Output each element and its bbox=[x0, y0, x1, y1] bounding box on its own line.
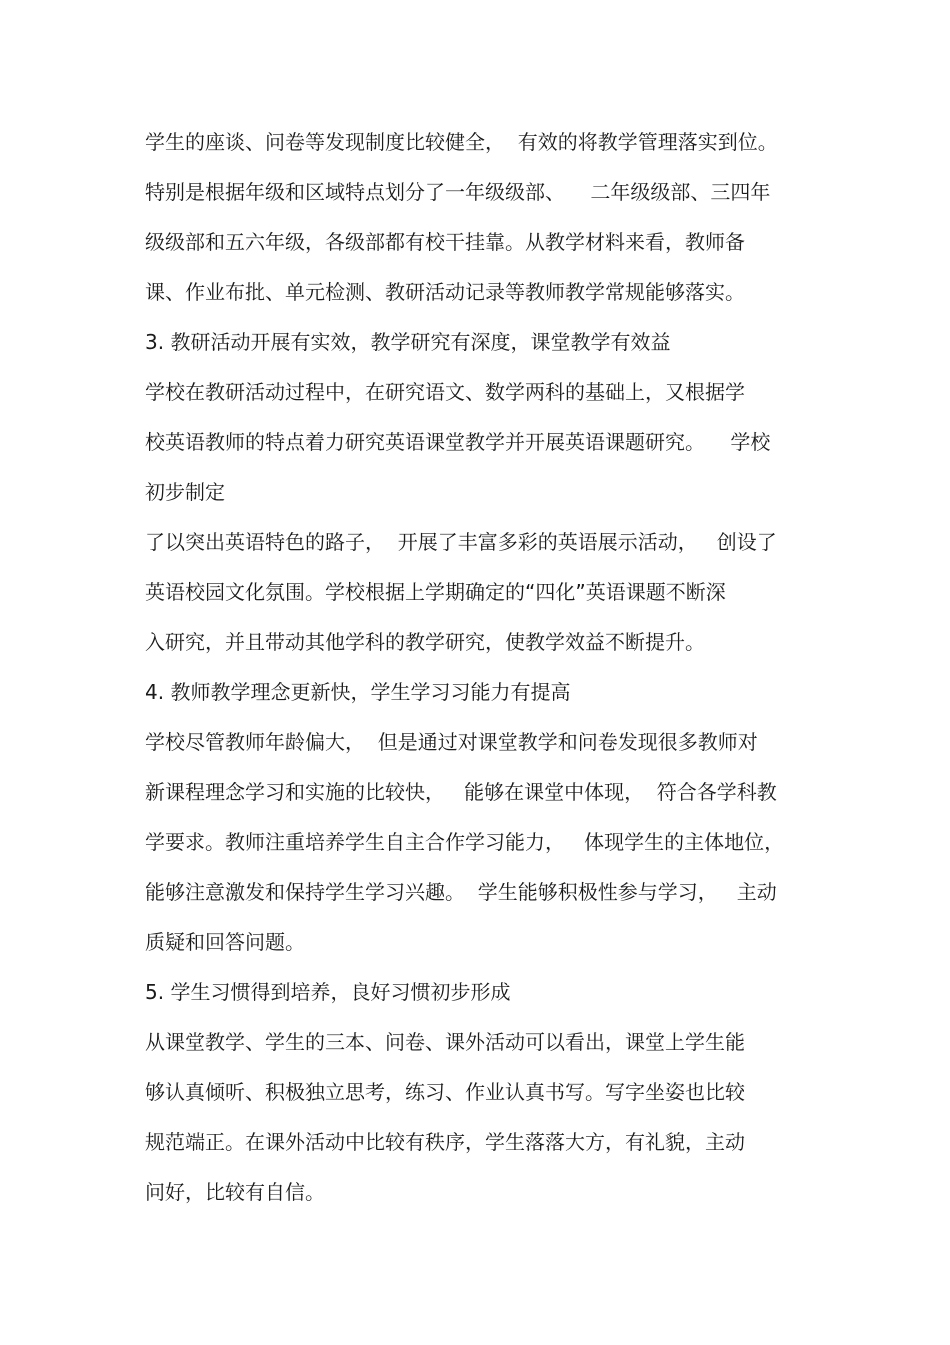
paragraph-line: 课、作业布批、单元检测、教研活动记录等教师教学常规能够落实。 bbox=[145, 280, 745, 304]
paragraph-line: 问好，比较有自信。 bbox=[145, 1180, 325, 1204]
section-heading-4: 4. 教师教学理念更新快，学生学习习能力有提高 bbox=[145, 680, 571, 704]
paragraph-line: 学校尽管教师年龄偏大， 但是通过对课堂教学和问卷发现很多教师对 bbox=[145, 730, 758, 754]
paragraph-line: 英语校园文化氛围。学校根据上学期确定的“四化”英语课题不断深 bbox=[145, 580, 726, 604]
paragraph-line: 校英语教师的特点着力研究英语课堂教学并开展英语课题研究。 学校 bbox=[145, 430, 771, 454]
paragraph-line: 规范端正。在课外活动中比较有秩序，学生落落大方，有礼貌，主动 bbox=[145, 1130, 745, 1154]
paragraph-line: 新课程理念学习和实施的比较快， 能够在课堂中体现， 符合各学科教 bbox=[145, 780, 777, 804]
paragraph-line: 学生的座谈、问卷等发现制度比较健全， 有效的将教学管理落实到位。 bbox=[145, 130, 778, 154]
paragraph-line: 能够注意激发和保持学生学习兴趣。 学生能够积极性参与学习， 主动 bbox=[145, 880, 777, 904]
paragraph-line: 质疑和回答问题。 bbox=[145, 930, 305, 954]
paragraph-line: 学要求。教师注重培养学生自主合作学习能力， 体现学生的主体地位， bbox=[145, 830, 785, 854]
paragraph-line: 够认真倾听、积极独立思考，练习、作业认真书写。写字坐姿也比较 bbox=[145, 1080, 745, 1104]
paragraph-line: 级级部和五六年级，各级部都有校干挂靠。从教学材料来看，教师备 bbox=[145, 230, 745, 254]
paragraph-line: 从课堂教学、学生的三本、问卷、课外活动可以看出，课堂上学生能 bbox=[145, 1030, 745, 1054]
section-heading-5: 5. 学生习惯得到培养，良好习惯初步形成 bbox=[145, 980, 511, 1004]
paragraph-line: 了以突出英语特色的路子， 开展了丰富多彩的英语展示活动， 创设了 bbox=[145, 530, 777, 554]
paragraph-line: 学校在教研活动过程中，在研究语文、数学两科的基础上，又根据学 bbox=[145, 380, 745, 404]
paragraph-line: 入研究，并且带动其他学科的教学研究，使教学效益不断提升。 bbox=[145, 630, 705, 654]
section-heading-3: 3. 教研活动开展有实效，教学研究有深度，课堂教学有效益 bbox=[145, 330, 671, 354]
paragraph-line: 初步制定 bbox=[145, 480, 225, 504]
paragraph-line: 特别是根据年级和区域特点划分了一年级级部、 二年级级部、三四年 bbox=[145, 180, 771, 204]
